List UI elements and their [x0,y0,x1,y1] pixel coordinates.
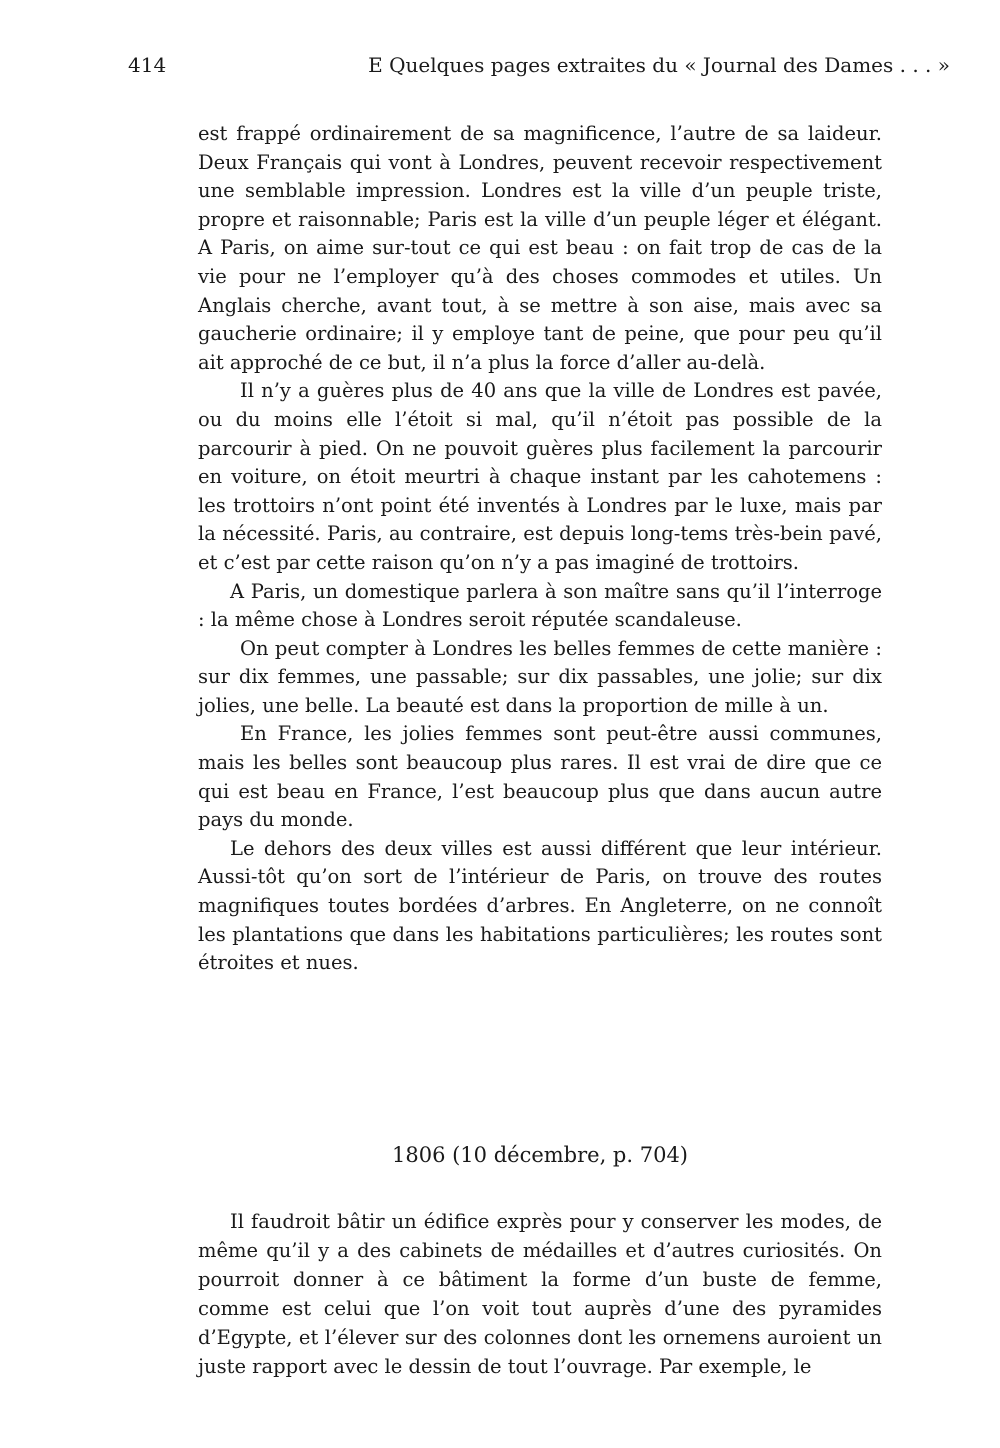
running-title: E Quelques pages extraites du « Journal des Dames . . . » [368,53,950,77]
page-number: 414 [128,53,167,77]
paragraph: En France, les jolies femmes sont peut-être aussi communes, mais les belles sont beaucoup plus rares. Il est vrai de dire que ce qui est beau en France, l’est beaucoup plus que dans aucun autre pays du monde. [198,722,882,832]
paragraph: On peut compter à Londres les belles femmes de cette manière : sur dix femmes, une passable; sur dix passables, une jolie; sur dix jolies, une belle. La beauté est dans la proportion de mille à un. [198,636,882,717]
paragraph: Le dehors des deux villes est aussi différent que leur intérieur. Aussi-tôt qu’on sort de l’intérieur de Paris, on trouve des routes magnifiques toutes bordées d’arbres. En Angleterre, on ne connoît les plantations que dans les habitations particulières; les routes sont étroites et nues. [198,836,882,975]
paragraph: Il faudroit bâtir un édifice exprès pour y conserver les modes, de même qu’il y a des cabinets de médailles et d’autres curiosités. On pourroit donner à ce bâtiment la forme d’un buste de femme, comme est celui que l’on voit tout auprès d’une des pyramides d’Egypte, et l’élever sur des colonnes dont les ornemens auroient un juste rapport avec le dessin de tout l’ouvrage. Par exemple, le [198,1210,882,1378]
section-heading: 1806 (10 décembre, p. 704) [391,1143,688,1167]
paragraph: A Paris, un domestique parlera à son maître sans qu’il l’interroge : la même chose à Londres seroit réputée scandaleuse. [198,579,882,632]
running-header [128,50,950,80]
main-text [198,120,882,978]
section-text [198,1207,882,1381]
paragraph: Il n’y a guères plus de 40 ans que la ville de Londres est pavée, ou du moins elle l’étoit si mal, qu’il n’étoit pas possible de la parcourir à pied. On ne pouvoit guères plus facilement la parcourir en voiture, on étoit meurtri à chaque instant par les cahotemens : les trottoirs n’ont point été inventés à Londres par le luxe, mais par la nécessité. Paris, au contraire, est depuis long-tems très-bein pavé, et c’est par cette raison qu’on n’y a pas imaginé de trottoirs. [198,379,882,574]
paragraph: est frappé ordinairement de sa magnificence, l’autre de sa laideur. Deux Français qui vont à Londres, peuvent recevoir respectivement une semblable impression. Londres est la ville d’un peuple triste, propre et raisonnable; Paris est la ville d’un peuple léger et élégant. A Paris, on aime sur-tout ce qui est beau : on fait trop de cas de la vie pour ne l’employer qu’à des choses commodes et utiles. Un Anglais cherche, avant tout, à se mettre à son aise, mais avec sa gaucherie ordinaire; il y employe tant de peine, que pour peu qu’il ait approché de ce but, il n’a plus la force d’aller au-delà. [198,122,882,374]
